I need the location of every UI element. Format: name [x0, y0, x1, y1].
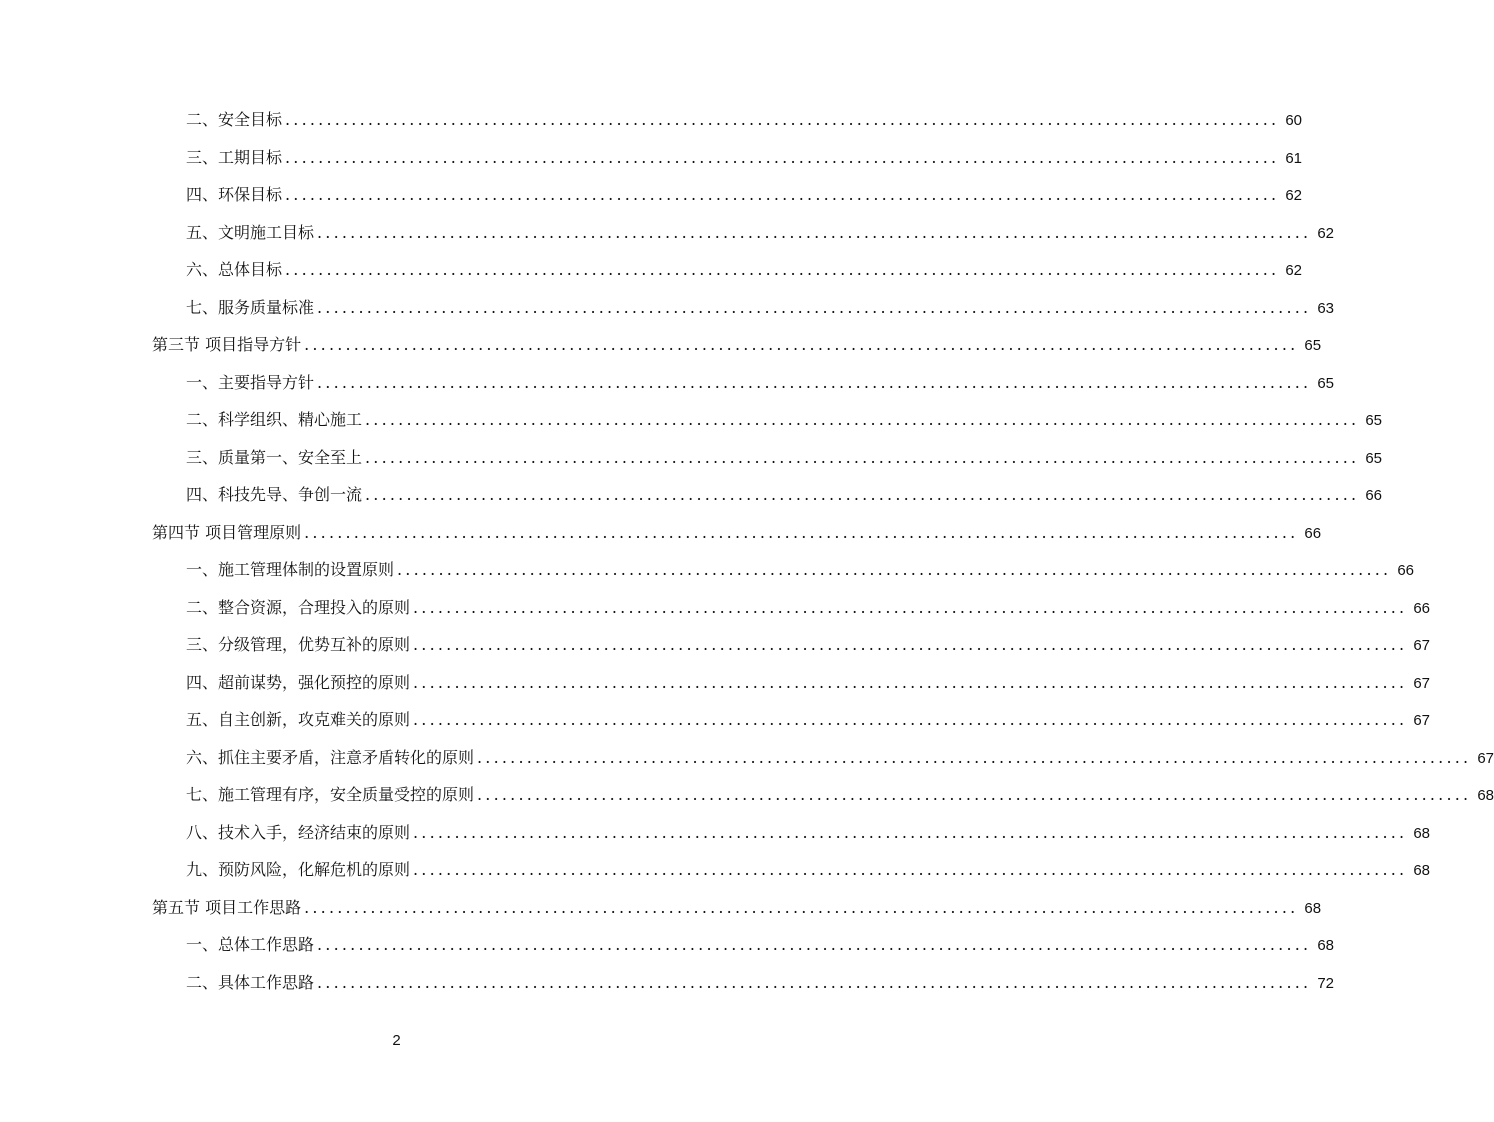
toc-subsection-entry[interactable] [152, 926, 1335, 964]
toc-subsection-entry[interactable] [152, 739, 1494, 777]
toc-subsection-entry[interactable] [152, 776, 1494, 814]
toc-entry-page: 65 [1365, 449, 1383, 467]
toc-dot-leader: ........................................................................................................................ [317, 372, 1312, 392]
toc-entry-title: 三、质量第一、安全至上 [186, 447, 363, 467]
toc-entry-title: 七、服务质量标准 [186, 297, 315, 317]
toc-subsection-entry[interactable] [152, 289, 1335, 327]
toc-subsection-entry[interactable] [152, 589, 1431, 627]
toc-dot-leader: ........................................................................................................................ [413, 710, 1408, 729]
toc-dot-leader: ........................................................................................................................ [413, 672, 1408, 692]
toc-subsection-entry[interactable] [152, 964, 1335, 1002]
toc-entry-page: 67 [1413, 674, 1431, 692]
toc-entry-page: 68 [1477, 787, 1494, 804]
toc-entry-page: 68 [1413, 824, 1431, 842]
toc-subsection-entry[interactable] [152, 851, 1431, 889]
toc-entry-page: 62 [1317, 224, 1335, 242]
toc-dot-leader: ........................................................................................................................ [304, 335, 1299, 354]
toc-subsection-entry[interactable] [152, 551, 1415, 589]
toc-entry-title: 第三节 项目指导方针 [152, 335, 302, 354]
toc-entry-page: 68 [1304, 899, 1322, 917]
toc-entry-title: 九、预防风险，化解危机的原则 [186, 860, 411, 879]
toc-subsection-entry[interactable] [152, 476, 1383, 514]
toc-section-entry[interactable] [152, 326, 1322, 364]
toc-entry-page: 63 [1317, 299, 1335, 317]
toc-entry-page: 61 [1285, 149, 1303, 167]
toc-section-entry[interactable] [152, 514, 1322, 552]
toc-entry-title: 五、自主创新，攻克难关的原则 [186, 710, 411, 729]
toc-dot-leader: ........................................................................................................................ [317, 972, 1312, 992]
toc-dot-leader: ........................................................................................................................ [413, 860, 1408, 879]
toc-dot-leader: ........................................................................................................................ [317, 222, 1312, 242]
toc-subsection-entry[interactable] [152, 439, 1383, 477]
toc-subsection-entry[interactable] [152, 626, 1431, 664]
toc-entry-title: 第五节 项目工作思路 [152, 897, 302, 917]
toc-entry-page: 72 [1317, 974, 1335, 992]
table-of-contents [152, 101, 1494, 1001]
toc-entry-page: 60 [1285, 112, 1303, 129]
toc-entry-page: 66 [1413, 599, 1431, 617]
toc-entry-title: 五、文明施工目标 [186, 222, 315, 242]
toc-dot-leader: ........................................................................................................................ [365, 447, 1360, 467]
toc-entry-page: 66 [1304, 524, 1322, 542]
toc-entry-title: 一、施工管理体制的设置原则 [186, 560, 395, 579]
toc-entry-title: 六、总体目标 [186, 260, 283, 279]
toc-entry-page: 62 [1285, 262, 1303, 279]
toc-entry-page: 66 [1397, 562, 1415, 579]
toc-subsection-entry[interactable] [152, 176, 1303, 214]
toc-entry-page: 62 [1285, 187, 1303, 204]
toc-dot-leader: ........................................................................................................................ [285, 147, 1280, 167]
toc-subsection-entry[interactable] [152, 251, 1303, 289]
toc-dot-leader: ........................................................................................................................ [285, 110, 1280, 129]
toc-entry-title: 二、安全目标 [186, 110, 283, 129]
toc-dot-leader: ........................................................................................................................ [413, 635, 1408, 654]
toc-entry-title: 六、抓住主要矛盾，注意矛盾转化的原则 [186, 747, 475, 767]
toc-entry-page: 67 [1477, 749, 1494, 767]
toc-dot-leader: ........................................................................................................................ [365, 410, 1360, 429]
toc-dot-leader: ........................................................................................................................ [477, 785, 1472, 804]
toc-dot-leader: ........................................................................................................................ [397, 560, 1392, 579]
toc-entry-title: 三、工期目标 [186, 147, 283, 167]
toc-entry-page: 65 [1304, 337, 1322, 354]
toc-entry-title: 二、整合资源，合理投入的原则 [186, 597, 411, 617]
toc-subsection-entry[interactable] [152, 214, 1335, 252]
page-number: 2 [392, 1032, 401, 1049]
toc-entry-page: 65 [1317, 374, 1335, 392]
toc-dot-leader: ........................................................................................................................ [317, 935, 1312, 954]
toc-entry-title: 一、总体工作思路 [186, 935, 315, 954]
toc-subsection-entry[interactable] [152, 364, 1335, 402]
toc-entry-title: 四、科技先导、争创一流 [186, 485, 363, 504]
toc-entry-page: 66 [1365, 487, 1383, 504]
toc-dot-leader: ........................................................................................................................ [285, 185, 1280, 204]
toc-dot-leader: ........................................................................................................................ [413, 597, 1408, 617]
toc-entry-title: 一、主要指导方针 [186, 372, 315, 392]
toc-dot-leader: ........................................................................................................................ [304, 897, 1299, 917]
toc-subsection-entry[interactable] [152, 701, 1431, 739]
toc-entry-page: 65 [1365, 412, 1383, 429]
toc-entry-title: 三、分级管理，优势互补的原则 [186, 635, 411, 654]
toc-dot-leader: ........................................................................................................................ [285, 260, 1280, 279]
toc-section-entry[interactable] [152, 889, 1322, 927]
toc-subsection-entry[interactable] [152, 139, 1303, 177]
toc-entry-title: 二、科学组织、精心施工 [186, 410, 363, 429]
toc-entry-title: 二、具体工作思路 [186, 972, 315, 992]
toc-dot-leader: ........................................................................................................................ [304, 522, 1299, 542]
toc-entry-page: 67 [1413, 637, 1431, 654]
toc-entry-page: 68 [1317, 937, 1335, 954]
toc-entry-title: 四、超前谋势，强化预控的原则 [186, 672, 411, 692]
toc-subsection-entry[interactable] [152, 401, 1383, 439]
toc-dot-leader: ........................................................................................................................ [317, 297, 1312, 317]
toc-dot-leader: ........................................................................................................................ [413, 822, 1408, 842]
toc-subsection-entry[interactable] [152, 101, 1303, 139]
toc-entry-title: 第四节 项目管理原则 [152, 522, 302, 542]
toc-entry-title: 四、环保目标 [186, 185, 283, 204]
toc-entry-page: 67 [1413, 712, 1431, 729]
toc-subsection-entry[interactable] [152, 664, 1431, 702]
toc-subsection-entry[interactable] [152, 814, 1431, 852]
toc-dot-leader: ........................................................................................................................ [365, 485, 1360, 504]
toc-entry-title: 八、技术入手，经济结束的原则 [186, 822, 411, 842]
toc-dot-leader: ........................................................................................................................ [477, 747, 1472, 767]
toc-entry-title: 七、施工管理有序，安全质量受控的原则 [186, 785, 475, 804]
toc-entry-page: 68 [1413, 862, 1431, 879]
